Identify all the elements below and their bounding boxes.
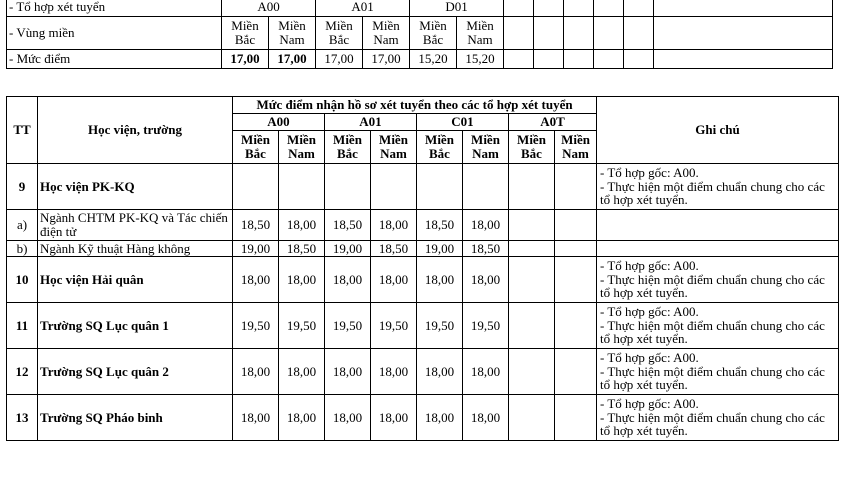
- score-cell: 19,00: [417, 241, 463, 257]
- group-header-a00: A00: [233, 114, 325, 131]
- note-line: - Tổ hợp gốc: A00.: [600, 304, 699, 320]
- score-cell: [509, 257, 555, 303]
- score-cell: [555, 257, 597, 303]
- score-cell: 18,00: [279, 210, 325, 241]
- region-label: - Vùng miền: [7, 17, 222, 50]
- note-line: - Tổ hợp gốc: A00.: [600, 396, 699, 412]
- score-cell: [509, 349, 555, 395]
- score-cell: [509, 210, 555, 241]
- score-cell: [509, 164, 555, 210]
- combo-group: D01: [410, 0, 504, 17]
- score-cell: 19,50: [463, 303, 509, 349]
- score-cell: 19,00: [233, 241, 279, 257]
- south-header: Miền Nam: [463, 131, 509, 164]
- table-row: [7, 210, 839, 241]
- score-cell: 18,50: [371, 241, 417, 257]
- score-cell: 18,00: [371, 257, 417, 303]
- south-header: Miền Nam: [371, 131, 417, 164]
- note-cell: [597, 164, 839, 210]
- note-line: - Thực hiện một điểm chuẩn chung cho các tổ hợp xét tuyển.: [600, 409, 825, 439]
- tt-header: TT: [7, 97, 38, 164]
- score-cell: 18,00: [325, 257, 371, 303]
- score-cell: 17,00: [269, 50, 316, 69]
- row-number: a): [7, 210, 38, 241]
- region-cell: Miền Nam: [457, 17, 504, 50]
- score-cell: [233, 164, 279, 210]
- north-header: Miền Bắc: [417, 131, 463, 164]
- table-row: [7, 257, 839, 303]
- score-cell: [509, 241, 555, 257]
- row-number: 9: [7, 164, 38, 210]
- score-cell: 18,00: [279, 349, 325, 395]
- score-cell: 18,50: [233, 210, 279, 241]
- score-cell: 18,50: [463, 241, 509, 257]
- school-name: Trường SQ Lục quân 2: [38, 349, 233, 395]
- score-cell: 18,00: [463, 210, 509, 241]
- score-span-header: Mức điểm nhận hồ sơ xét tuyển theo các tổ hợp xét tuyển: [233, 97, 597, 114]
- score-cell: 18,00: [371, 395, 417, 441]
- score-cell: [555, 241, 597, 257]
- score-cell: [325, 164, 371, 210]
- score-cell: 19,50: [325, 303, 371, 349]
- score-cell: 15,20: [410, 50, 457, 69]
- note-line: - Tổ hợp gốc: A00.: [600, 258, 699, 274]
- score-cell: 19,00: [325, 241, 371, 257]
- north-header: Miền Bắc: [233, 131, 279, 164]
- note-cell: [597, 303, 839, 349]
- score-cell: 15,20: [457, 50, 504, 69]
- row-number: b): [7, 241, 38, 257]
- admission-top-table: [6, 0, 833, 69]
- table-row: [7, 395, 839, 441]
- group-header-c01: C01: [417, 114, 509, 131]
- combo-row: [7, 0, 833, 17]
- table-row: [7, 241, 839, 257]
- score-cell: 18,00: [325, 349, 371, 395]
- north-header: Miền Bắc: [325, 131, 371, 164]
- region-row: [7, 17, 833, 50]
- south-header: Miền Nam: [555, 131, 597, 164]
- school-name: Học viện PK-KQ: [38, 164, 233, 210]
- note-line: - Thực hiện một điểm chuẩn chung cho các tổ hợp xét tuyển.: [600, 317, 825, 347]
- note-line: - Tổ hợp gốc: A00.: [600, 165, 699, 181]
- group-header-a01: A01: [325, 114, 417, 131]
- school-name: Trường SQ Pháo binh: [38, 395, 233, 441]
- school-header: Học viện, trường: [38, 97, 233, 164]
- note-cell: [597, 241, 839, 257]
- score-cell: 18,00: [463, 395, 509, 441]
- score-cell: 18,50: [417, 210, 463, 241]
- row-number: 12: [7, 349, 38, 395]
- score-cell: 17,00: [316, 50, 363, 69]
- score-cell: [417, 164, 463, 210]
- score-cell: 18,00: [233, 257, 279, 303]
- note-line: - Thực hiện một điểm chuẩn chung cho các tổ hợp xét tuyển.: [600, 271, 825, 301]
- score-cell: [279, 164, 325, 210]
- score-cell: 18,50: [279, 241, 325, 257]
- row-number: 10: [7, 257, 38, 303]
- combo-group: A01: [316, 0, 410, 17]
- note-line: - Tổ hợp gốc: A00.: [600, 350, 699, 366]
- score-cell: 18,00: [417, 395, 463, 441]
- row-number: 11: [7, 303, 38, 349]
- note-cell: [597, 257, 839, 303]
- score-cell: 18,00: [417, 257, 463, 303]
- score-cell: 18,00: [279, 395, 325, 441]
- header-row-1: [7, 97, 839, 114]
- score-cell: [555, 395, 597, 441]
- score-cell: [555, 349, 597, 395]
- score-cell: 18,00: [233, 349, 279, 395]
- score-label: - Mức điểm: [7, 50, 222, 69]
- score-cell: [509, 303, 555, 349]
- region-cell: Miền Nam: [363, 17, 410, 50]
- score-cell: 18,00: [417, 349, 463, 395]
- score-cell: 18,00: [463, 349, 509, 395]
- school-name: Ngành Kỹ thuật Hàng không: [38, 241, 233, 257]
- score-cell: [555, 303, 597, 349]
- combo-group: A00: [222, 0, 316, 17]
- score-cell: 18,00: [463, 257, 509, 303]
- score-cell: [555, 164, 597, 210]
- table-row: [7, 349, 839, 395]
- school-name: Trường SQ Lục quân 1: [38, 303, 233, 349]
- group-header-a0t: A0T: [509, 114, 597, 131]
- table-row: [7, 164, 839, 210]
- score-cell: 19,50: [279, 303, 325, 349]
- score-cell: 18,50: [325, 210, 371, 241]
- note-line: - Thực hiện một điểm chuẩn chung cho các tổ hợp xét tuyển.: [600, 178, 825, 208]
- combo-label: - Tổ hợp xét tuyển: [7, 0, 222, 17]
- score-cell: [371, 164, 417, 210]
- score-cell: 18,00: [371, 210, 417, 241]
- score-cell: 18,00: [371, 349, 417, 395]
- score-cell: 19,50: [233, 303, 279, 349]
- north-header: Miền Bắc: [509, 131, 555, 164]
- note-cell: [597, 210, 839, 241]
- note-line: - Thực hiện một điểm chuẩn chung cho các tổ hợp xét tuyển.: [600, 363, 825, 393]
- region-cell: Miền Bắc: [222, 17, 269, 50]
- score-cell: 18,00: [279, 257, 325, 303]
- note-header: Ghi chú: [597, 97, 839, 164]
- score-cell: 18,00: [233, 395, 279, 441]
- region-cell: Miền Bắc: [410, 17, 457, 50]
- score-cell: 18,00: [325, 395, 371, 441]
- region-cell: Miền Bắc: [316, 17, 363, 50]
- score-cell: 19,50: [417, 303, 463, 349]
- score-cell: 17,00: [222, 50, 269, 69]
- south-header: Miền Nam: [279, 131, 325, 164]
- note-cell: [597, 395, 839, 441]
- admission-score-table: [6, 96, 839, 441]
- table-body: [7, 164, 839, 441]
- region-cell: Miền Nam: [269, 17, 316, 50]
- score-cell: 17,00: [363, 50, 410, 69]
- note-cell: [597, 349, 839, 395]
- score-cell: 19,50: [371, 303, 417, 349]
- school-name: Học viện Hải quân: [38, 257, 233, 303]
- score-row: [7, 50, 833, 69]
- score-cell: [555, 210, 597, 241]
- score-cell: [463, 164, 509, 210]
- score-cell: [509, 395, 555, 441]
- row-number: 13: [7, 395, 38, 441]
- school-name: Ngành CHTM PK-KQ và Tác chiến điện tử: [38, 210, 233, 241]
- table-row: [7, 303, 839, 349]
